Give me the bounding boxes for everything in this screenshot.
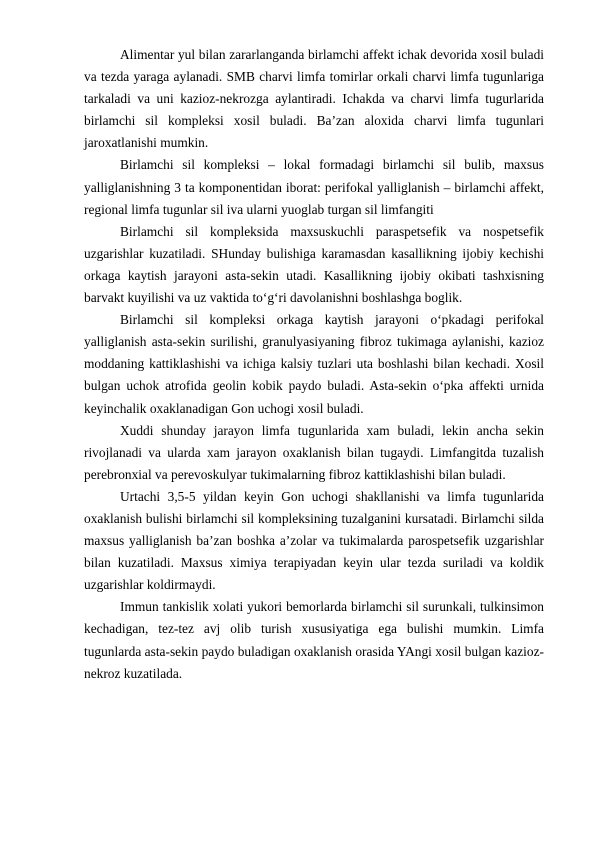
paragraph-7: Immun tankislik xolati yukori bemorlarda birlamchi sil surunkali, tulkinsimon kechadigan, tez-tez avj olib turish xususiyatiga ega bulishi mumkin. Limfa tugunlarda asta-sekin paydo buladigan oxaklanish orasida YAngi xosil bulgan kazioz-nekroz kuzatilada.: [84, 599, 544, 681]
paragraph-5: Xuddi shunday jarayon limfa tugunlarida xam buladi, lekin ancha sekin rivojlanadi va ularda xam jarayon oxaklanish bilan tugaydi. Limfangitda tuzalish perebronxial va perevoskulyar tukimalarning fibroz kattiklashishi bilan buladi.: [84, 422, 544, 482]
document-page: [84, 44, 544, 685]
paragraph-6: Urtachi 3,5-5 yildan keyin Gon uchogi shakllanishi va limfa tugunlarida oxaklanish bulishi birlamchi sil kompleksining tuzalganini kursatadi. Birlamchi silda maxsus yalliglanish ba’zan boshka a’zolar va tukimalarda parospetsefik uzgarishlar bilan kuzatiladi. Maxsus ximiya terapiyadan keyin ular tezda suriladi va koldik uzgarishlar koldirmaydi.: [84, 488, 544, 593]
paragraph-1: Alimentar yul bilan zararlanganda birlamchi affekt ichak devorida xosil buladi va tezda yaraga aylanadi. SMB charvi limfa tomirlar orkali charvi limfa tugunlariga tarkaladi va uni kazioz-nekrozga aylantiradi. Ichakda va charvi limfa tugurlarida birlamchi sil kompleksi xosil buladi. Ba’zan aloxida charvi limfa tugunlari jaroxatlanishi mumkin.: [84, 47, 544, 151]
paragraph-2: Birlamchi sil kompleksi – lokal formadagi birlamchi sil bulib, maxsus yalliglanishning 3 ta komponentidan iborat: perifokal yalliglanish – birlamchi affekt, regional limfa tugunlar sil iva ularni yuoglab turgan sil limfangiti: [84, 157, 544, 217]
paragraph-4: Birlamchi sil kompleksi orkaga kaytish jarayoni o‘pkadagi perifokal yalliglanish asta-sekin surilishi, granulyasiyaning fibroz tukimaga aylanishi, kazioz moddaning kattiklashishi va ichiga kalsiy tuzlari uta boshlashi bilan kechadi. Xosil bulgan uchok atrofida geolin kobik paydo buladi. Asta-sekin o‘pka affekti urnida keyinchalik oxaklanadigan Gon uchogi xosil buladi.: [84, 312, 544, 416]
paragraph-3: Birlamchi sil kompleksida maxsuskuchli paraspetsefik va nospetsefik uzgarishlar kuzatiladi. SHunday bulishiga karamasdan kasallikning ijobiy kechishi orkaga kaytish jarayoni asta-sekin utadi. Kasallikning ijobiy okibati tashxisning barvakt kuyilishi va uz vaktida to‘g‘ri davolanishni boshlashga boglik.: [84, 223, 544, 306]
